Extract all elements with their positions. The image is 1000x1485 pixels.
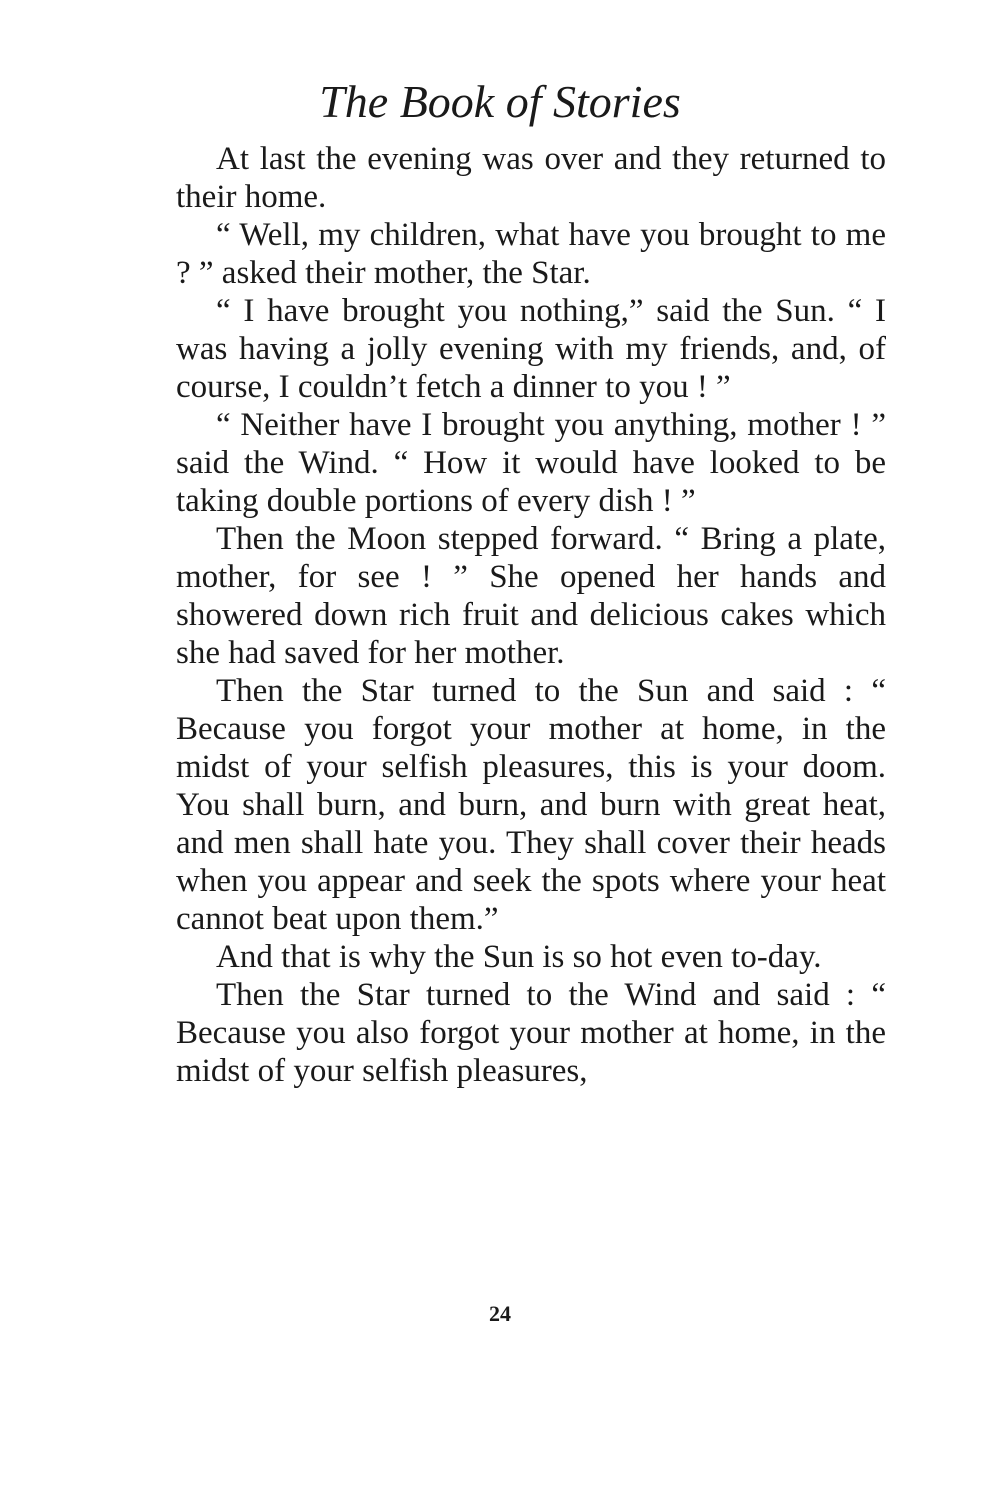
paragraph: Then the Moon stepped forward. “ Bring a plate, mother, for see ! ” She opened her hands and showered down rich fruit and delicious cakes which she had saved for her mother. bbox=[176, 521, 886, 671]
paragraph: “ Well, my children, what have you brought to me ? ” asked their mother, the Star. bbox=[176, 217, 886, 291]
running-title: The Book of Stories bbox=[319, 76, 681, 127]
paragraph: At last the evening was over and they returned to their home. bbox=[176, 141, 886, 215]
paragraph: “ I have brought you nothing,” said the Sun. “ I was having a jolly evening with my friends, and, of course, I couldn’t fetch a dinner to you ! ” bbox=[176, 293, 886, 405]
paragraph: Then the Star turned to the Wind and said : “ Because you also forgot your mother at home, in the midst of your selfish pleasures, bbox=[176, 977, 886, 1089]
paragraph: Then the Star turned to the Sun and said : “ Because you forgot your mother at home, in the midst of your selfish pleasures, this is your doom. You shall burn, and burn, and burn with great heat, and men shall hate you. They shall cover their heads when you appear and seek the spots where your heat cannot beat upon them.” bbox=[176, 673, 886, 937]
story-text bbox=[176, 140, 886, 1090]
paragraph: “ Neither have I brought you anything, mother ! ” said the Wind. “ How it would have looked to be taking double portions of every dish ! ” bbox=[176, 407, 886, 519]
paragraph: And that is why the Sun is so hot even to-day. bbox=[216, 939, 822, 975]
page-number: 24 bbox=[489, 1301, 511, 1326]
